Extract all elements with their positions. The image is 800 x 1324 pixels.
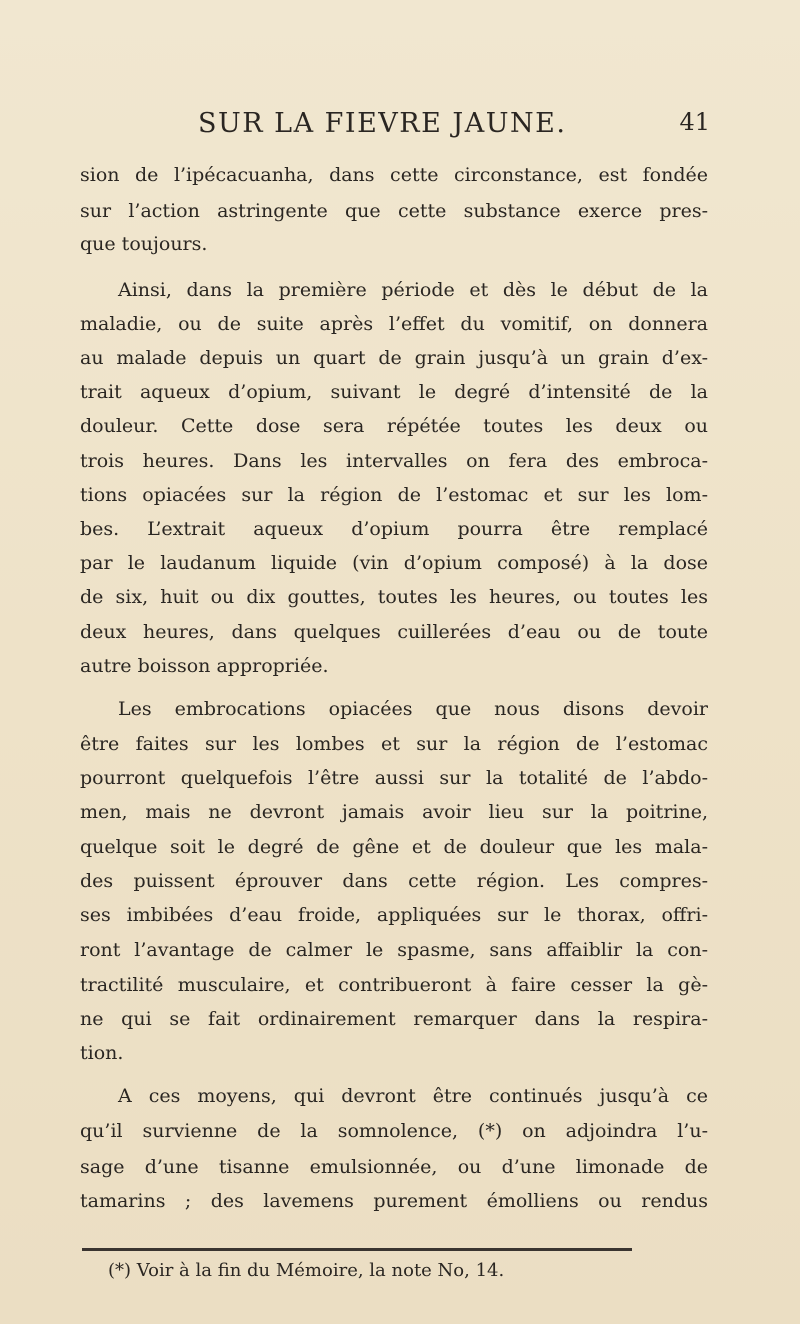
- text-line: au malade depuis un quart de grain jusqu’à un grain d’ex-: [80, 346, 708, 369]
- text-line: sion de l’ipécacuanha, dans cette circonstance, est fondée: [80, 164, 708, 186]
- text-line: sage d’une tisanne emulsionnée, ou d’une limonade de: [80, 1155, 708, 1178]
- text-line: que toujours.: [80, 233, 208, 256]
- text-line: sur l’action astringente que cette substance exerce pres-: [80, 199, 708, 222]
- text-line: tractilité musculaire, et contribueront à faire cesser la gè-: [80, 973, 708, 996]
- page-number: 41: [679, 108, 710, 136]
- text-line: quelque soit le degré de gêne et de douleur que les mala-: [80, 836, 708, 859]
- text-line: par le laudanum liquide (vin d’opium composé) à la dose: [80, 552, 708, 575]
- text-line: ne qui se fait ordinairement remarquer dans la respira-: [80, 1007, 708, 1030]
- text-line: trait aqueux d’opium, suivant le degré d’intensité de la: [80, 381, 708, 404]
- footnote-rule: [82, 1248, 632, 1251]
- text-line: tion.: [80, 1042, 124, 1065]
- text-line: Les embrocations opiacées que nous disons devoir: [118, 697, 708, 720]
- text-line: A ces moyens, qui devront être continués jusqu’à ce: [118, 1084, 708, 1107]
- text-line: deux heures, dans quelques cuillerées d’eau ou de toute: [80, 620, 708, 643]
- text-line: ses imbibées d’eau froide, appliquées sur le thorax, offri-: [80, 904, 708, 927]
- page-header: [90, 108, 710, 144]
- running-title: SUR LA FIEVRE JAUNE.: [198, 108, 567, 139]
- text-line: trois heures. Dans les intervalles on fera des embroca-: [80, 449, 708, 472]
- text-line: Ainsi, dans la première période et dès le début de la: [118, 278, 708, 301]
- text-line: tions opiacées sur la région de l’estomac et sur les lom-: [80, 483, 708, 506]
- text-line: autre boisson appropriée.: [80, 654, 329, 677]
- text-line: bes. L’extrait aqueux d’opium pourra être remplacé: [80, 517, 708, 540]
- text-line: qu’il survienne de la somnolence, (*) on adjoindra l’u-: [80, 1119, 708, 1142]
- text-line: douleur. Cette dose sera répétée toutes les deux ou: [80, 415, 708, 438]
- footnote: (*) Voir à la fin du Mémoire, la note No, 14.: [108, 1260, 505, 1281]
- text-line: de six, huit ou dix gouttes, toutes les heures, ou toutes les: [80, 586, 708, 609]
- text-line: maladie, ou de suite après l’effet du vomitif, on donnera: [80, 312, 708, 335]
- text-line: être faites sur les lombes et sur la région de l’estomac: [80, 732, 708, 755]
- text-line: pourront quelquefois l’être aussi sur la totalité de l’abdo-: [80, 766, 708, 789]
- text-line: des puissent éprouver dans cette région. Les compres-: [80, 870, 708, 893]
- text-line: men, mais ne devront jamais avoir lieu sur la poitrine,: [80, 800, 708, 823]
- text-line: ront l’avantage de calmer le spasme, sans affaiblir la con-: [80, 939, 708, 962]
- text-line: tamarins ; des lavemens purement émolliens ou rendus: [80, 1190, 708, 1212]
